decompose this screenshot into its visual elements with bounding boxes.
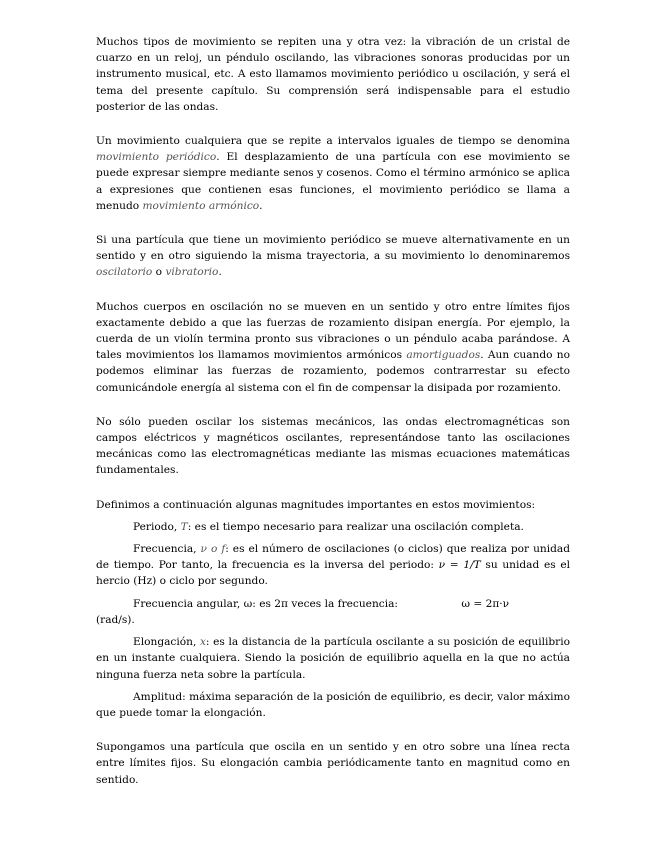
paragraph-electromagnetic: No sólo pueden oscilar los sistemas mecánicos, las ondas electromagnéticas son campos eléctricos y magnéticos oscilantes, representándose tanto las oscilaciones mecánicas como las electromagnéticas mediante las mismas ecuaciones matemáticas fundamentales. xyxy=(96,415,570,477)
paragraph-closing: Supongamos una partícula que oscila en un sentido y en otro sobre una línea recta entre límites fijos. Su elongación cambia periódicamente tanto en magnitud como en sentido. xyxy=(96,741,570,786)
term-vibratory: vibratorio xyxy=(165,266,219,279)
paragraph-oscillatory xyxy=(96,232,570,281)
definition-frequency xyxy=(96,541,570,590)
text: Muchos cuerpos en oscilación no se mueven en un sentido y otro entre límites fijos exactamente debido a que las fuerzas de rozamiento disipan energía. Por ejemplo, la cuerda de un violín termina pronto sus vibraciones o un péndulo acaba parándose. A tales movimientos los llamamos movimientos armónicos xyxy=(96,300,570,362)
definition-angular-frequency xyxy=(96,596,570,612)
definition-elongation xyxy=(96,634,570,683)
definition-amplitude: Amplitud: máxima separación de la posición de equilibrio, es decir, valor máximo que puede tomar la elongación. xyxy=(96,690,570,719)
text: Frecuencia, xyxy=(133,543,201,556)
paragraph-definitions-intro: Definimos a continuación algunas magnitudes importantes en estos movimientos: xyxy=(96,498,536,511)
text: o xyxy=(152,266,166,279)
text: su unidad es el hercio (Hz) o ciclo por segundo. xyxy=(96,559,571,588)
text: Elongación, xyxy=(133,636,200,649)
term-periodic-motion: movimiento periódico xyxy=(96,151,217,164)
definition-period xyxy=(96,519,570,535)
term-damped: amortiguados xyxy=(406,349,481,362)
text: . xyxy=(259,199,263,212)
term-oscillatory: oscilatorio xyxy=(96,266,153,279)
symbol-frequency: ν o f xyxy=(200,543,226,556)
text: . xyxy=(218,266,222,279)
text: . Aun cuando no podemos eliminar las fuerzas de rozamiento, podemos contrarrestar su efecto comunicándole energía al sistema con el fin de compensar la disipada por rozamiento. xyxy=(96,349,570,394)
text: : es el número de oscilaciones (o ciclos) que realiza por unidad de tiempo. Por tanto, la frecuencia es la inversa del periodo: xyxy=(96,543,570,572)
formula-angular: ω = 2π·ν xyxy=(461,597,510,610)
text: Un movimiento cualquiera que se repite a intervalos iguales de tiempo se denomina xyxy=(96,135,570,148)
text: Frecuencia angular, ω: es 2π veces la frecuencia: xyxy=(133,597,398,610)
term-harmonic-motion: movimiento armónico xyxy=(142,199,260,212)
text: : es el tiempo necesario para realizar una oscilación completa. xyxy=(187,520,524,533)
text: : es la distancia de la partícula oscilante a su posición de equilibrio en un instante cualquiera. Siendo la posición de equilibrio aquella en la que no actúa ninguna fuerza neta sobre la partícula. xyxy=(96,636,570,681)
paragraph-periodic-motion xyxy=(96,133,570,214)
text: Si una partícula que tiene un movimiento periódico se mueve alternativamente en un sentido y en otro siguiendo la misma trayectoria, a su movimiento lo denominaremos xyxy=(96,234,570,263)
formula-frequency: ν = 1/T xyxy=(438,559,481,572)
document-body xyxy=(96,34,570,788)
symbol-elongation: x xyxy=(199,636,206,649)
symbol-period: T xyxy=(180,520,188,533)
paragraph-damped xyxy=(96,299,570,396)
text: Periodo, xyxy=(133,520,181,533)
text: . El desplazamiento de una partícula con ese movimiento se puede expresar siempre mediante senos y cosenos. Como el término armónico se aplica a expresiones que contienen esas funciones, el movimiento periódico se llama a menudo xyxy=(96,151,570,212)
paragraph-intro: Muchos tipos de movimiento se repiten una y otra vez: la vibración de un cristal de cuarzo en un reloj, un péndulo oscilando, las vibraciones sonoras producidas por un instrumento musical, etc. A esto llamamos movimiento periódico u oscilación, y será el tema del presente capítulo. Su comprensión será indispensable para el estudio posterior de las ondas. xyxy=(96,36,570,113)
angular-unit: (rad/s). xyxy=(96,613,135,626)
